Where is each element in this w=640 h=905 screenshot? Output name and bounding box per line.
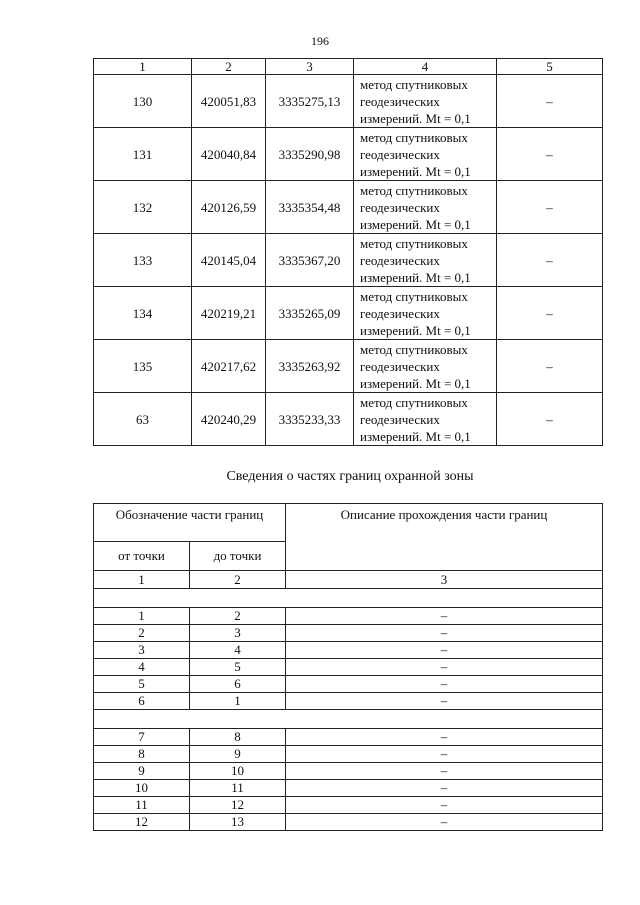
boundary-part-row: [94, 642, 603, 659]
note-cell: –: [497, 340, 603, 393]
to-point-cell: 3: [190, 625, 286, 642]
description-cell: –: [286, 676, 603, 693]
note-cell: –: [497, 75, 603, 128]
boundary-part-row: [94, 625, 603, 642]
from-point-cell: 5: [94, 676, 190, 693]
from-point-cell: 12: [94, 814, 190, 831]
to-point-cell: 12: [190, 797, 286, 814]
from-point-header: от точки: [94, 542, 190, 571]
method-description-cell: метод спутниковых геодезических измерений. Mt = 0,1: [354, 234, 497, 287]
coordinates-row: [94, 234, 603, 287]
note-cell: –: [497, 234, 603, 287]
to-point-cell: 2: [190, 608, 286, 625]
column-number-header: 2: [192, 59, 266, 75]
description-cell: –: [286, 746, 603, 763]
point-number-cell: 130: [94, 75, 192, 128]
column-number-header: 5: [497, 59, 603, 75]
to-point-cell: 6: [190, 676, 286, 693]
method-description-cell: метод спутниковых геодезических измерений. Mt = 0,1: [354, 340, 497, 393]
y-coordinate-cell: 3335263,92: [266, 340, 354, 393]
y-coordinate-cell: 3335367,20: [266, 234, 354, 287]
boundary-part-row: [94, 763, 603, 780]
boundary-part-row: [94, 746, 603, 763]
description-cell: –: [286, 693, 603, 710]
to-point-cell: 5: [190, 659, 286, 676]
coordinates-table: [93, 58, 603, 446]
note-cell: –: [497, 128, 603, 181]
point-number-cell: 132: [94, 181, 192, 234]
y-coordinate-cell: 3335354,48: [266, 181, 354, 234]
column-number-header: 1: [94, 571, 190, 589]
designation-header: Обозначение части границ: [94, 504, 286, 542]
note-cell: –: [497, 287, 603, 340]
description-cell: –: [286, 625, 603, 642]
from-point-cell: 8: [94, 746, 190, 763]
x-coordinate-cell: 420051,83: [192, 75, 266, 128]
column-number-header: 3: [266, 59, 354, 75]
boundary-part-row: [94, 814, 603, 831]
x-coordinate-cell: 420126,59: [192, 181, 266, 234]
note-cell: –: [497, 393, 603, 446]
to-point-cell: 10: [190, 763, 286, 780]
from-point-cell: 9: [94, 763, 190, 780]
from-point-cell: 3: [94, 642, 190, 659]
description-header: Описание прохождения части границ: [286, 504, 603, 571]
x-coordinate-cell: 420240,29: [192, 393, 266, 446]
column-number-header: 3: [286, 571, 603, 589]
boundary-part-row: [94, 797, 603, 814]
description-cell: –: [286, 729, 603, 746]
boundary-part-row: [94, 659, 603, 676]
to-point-cell: 8: [190, 729, 286, 746]
boundary-part-row: [94, 676, 603, 693]
to-point-cell: 11: [190, 780, 286, 797]
x-coordinate-cell: 420219,21: [192, 287, 266, 340]
description-cell: –: [286, 659, 603, 676]
coordinates-row: [94, 287, 603, 340]
to-point-cell: 9: [190, 746, 286, 763]
group-separator-cell: [94, 710, 603, 729]
description-cell: –: [286, 608, 603, 625]
to-point-cell: 4: [190, 642, 286, 659]
boundary-part-row: [94, 693, 603, 710]
y-coordinate-cell: 3335233,33: [266, 393, 354, 446]
description-cell: –: [286, 763, 603, 780]
coordinates-row: [94, 340, 603, 393]
y-coordinate-cell: 3335290,98: [266, 128, 354, 181]
to-point-header: до точки: [190, 542, 286, 571]
point-number-cell: 135: [94, 340, 192, 393]
column-number-header: 1: [94, 59, 192, 75]
method-description-cell: метод спутниковых геодезических измерений. Mt = 0,1: [354, 393, 497, 446]
boundary-part-row: [94, 608, 603, 625]
column-number-header: 2: [190, 571, 286, 589]
coordinates-row: [94, 128, 603, 181]
coordinates-header-row: [94, 59, 603, 75]
point-number-cell: 134: [94, 287, 192, 340]
to-point-cell: 13: [190, 814, 286, 831]
description-cell: –: [286, 814, 603, 831]
method-description-cell: метод спутниковых геодезических измерений. Mt = 0,1: [354, 181, 497, 234]
from-point-cell: 2: [94, 625, 190, 642]
group-separator-row: [94, 589, 603, 608]
y-coordinate-cell: 3335265,09: [266, 287, 354, 340]
from-point-cell: 6: [94, 693, 190, 710]
page-number: 196: [311, 34, 329, 48]
description-cell: –: [286, 780, 603, 797]
parts-header-row: [94, 504, 603, 542]
parts-column-numbers-row: [94, 571, 603, 589]
method-description-cell: метод спутниковых геодезических измерений. Mt = 0,1: [354, 128, 497, 181]
x-coordinate-cell: 420145,04: [192, 234, 266, 287]
coordinates-row: [94, 75, 603, 128]
from-point-cell: 1: [94, 608, 190, 625]
from-point-cell: 11: [94, 797, 190, 814]
coordinates-row: [94, 181, 603, 234]
method-description-cell: метод спутниковых геодезических измерений. Mt = 0,1: [354, 75, 497, 128]
description-cell: –: [286, 642, 603, 659]
boundary-part-row: [94, 729, 603, 746]
x-coordinate-cell: 420040,84: [192, 128, 266, 181]
from-point-cell: 7: [94, 729, 190, 746]
group-separator-cell: [94, 589, 603, 608]
method-description-cell: метод спутниковых геодезических измерений. Mt = 0,1: [354, 287, 497, 340]
y-coordinate-cell: 3335275,13: [266, 75, 354, 128]
coordinates-row: [94, 393, 603, 446]
x-coordinate-cell: 420217,62: [192, 340, 266, 393]
column-number-header: 4: [354, 59, 497, 75]
boundary-part-row: [94, 780, 603, 797]
description-cell: –: [286, 797, 603, 814]
point-number-cell: 63: [94, 393, 192, 446]
point-number-cell: 131: [94, 128, 192, 181]
to-point-cell: 1: [190, 693, 286, 710]
note-cell: –: [497, 181, 603, 234]
boundary-parts-table: [93, 503, 603, 831]
group-separator-row: [94, 710, 603, 729]
from-point-cell: 4: [94, 659, 190, 676]
from-point-cell: 10: [94, 780, 190, 797]
section-title: Сведения о частях границ охранной зоны: [226, 469, 474, 484]
point-number-cell: 133: [94, 234, 192, 287]
